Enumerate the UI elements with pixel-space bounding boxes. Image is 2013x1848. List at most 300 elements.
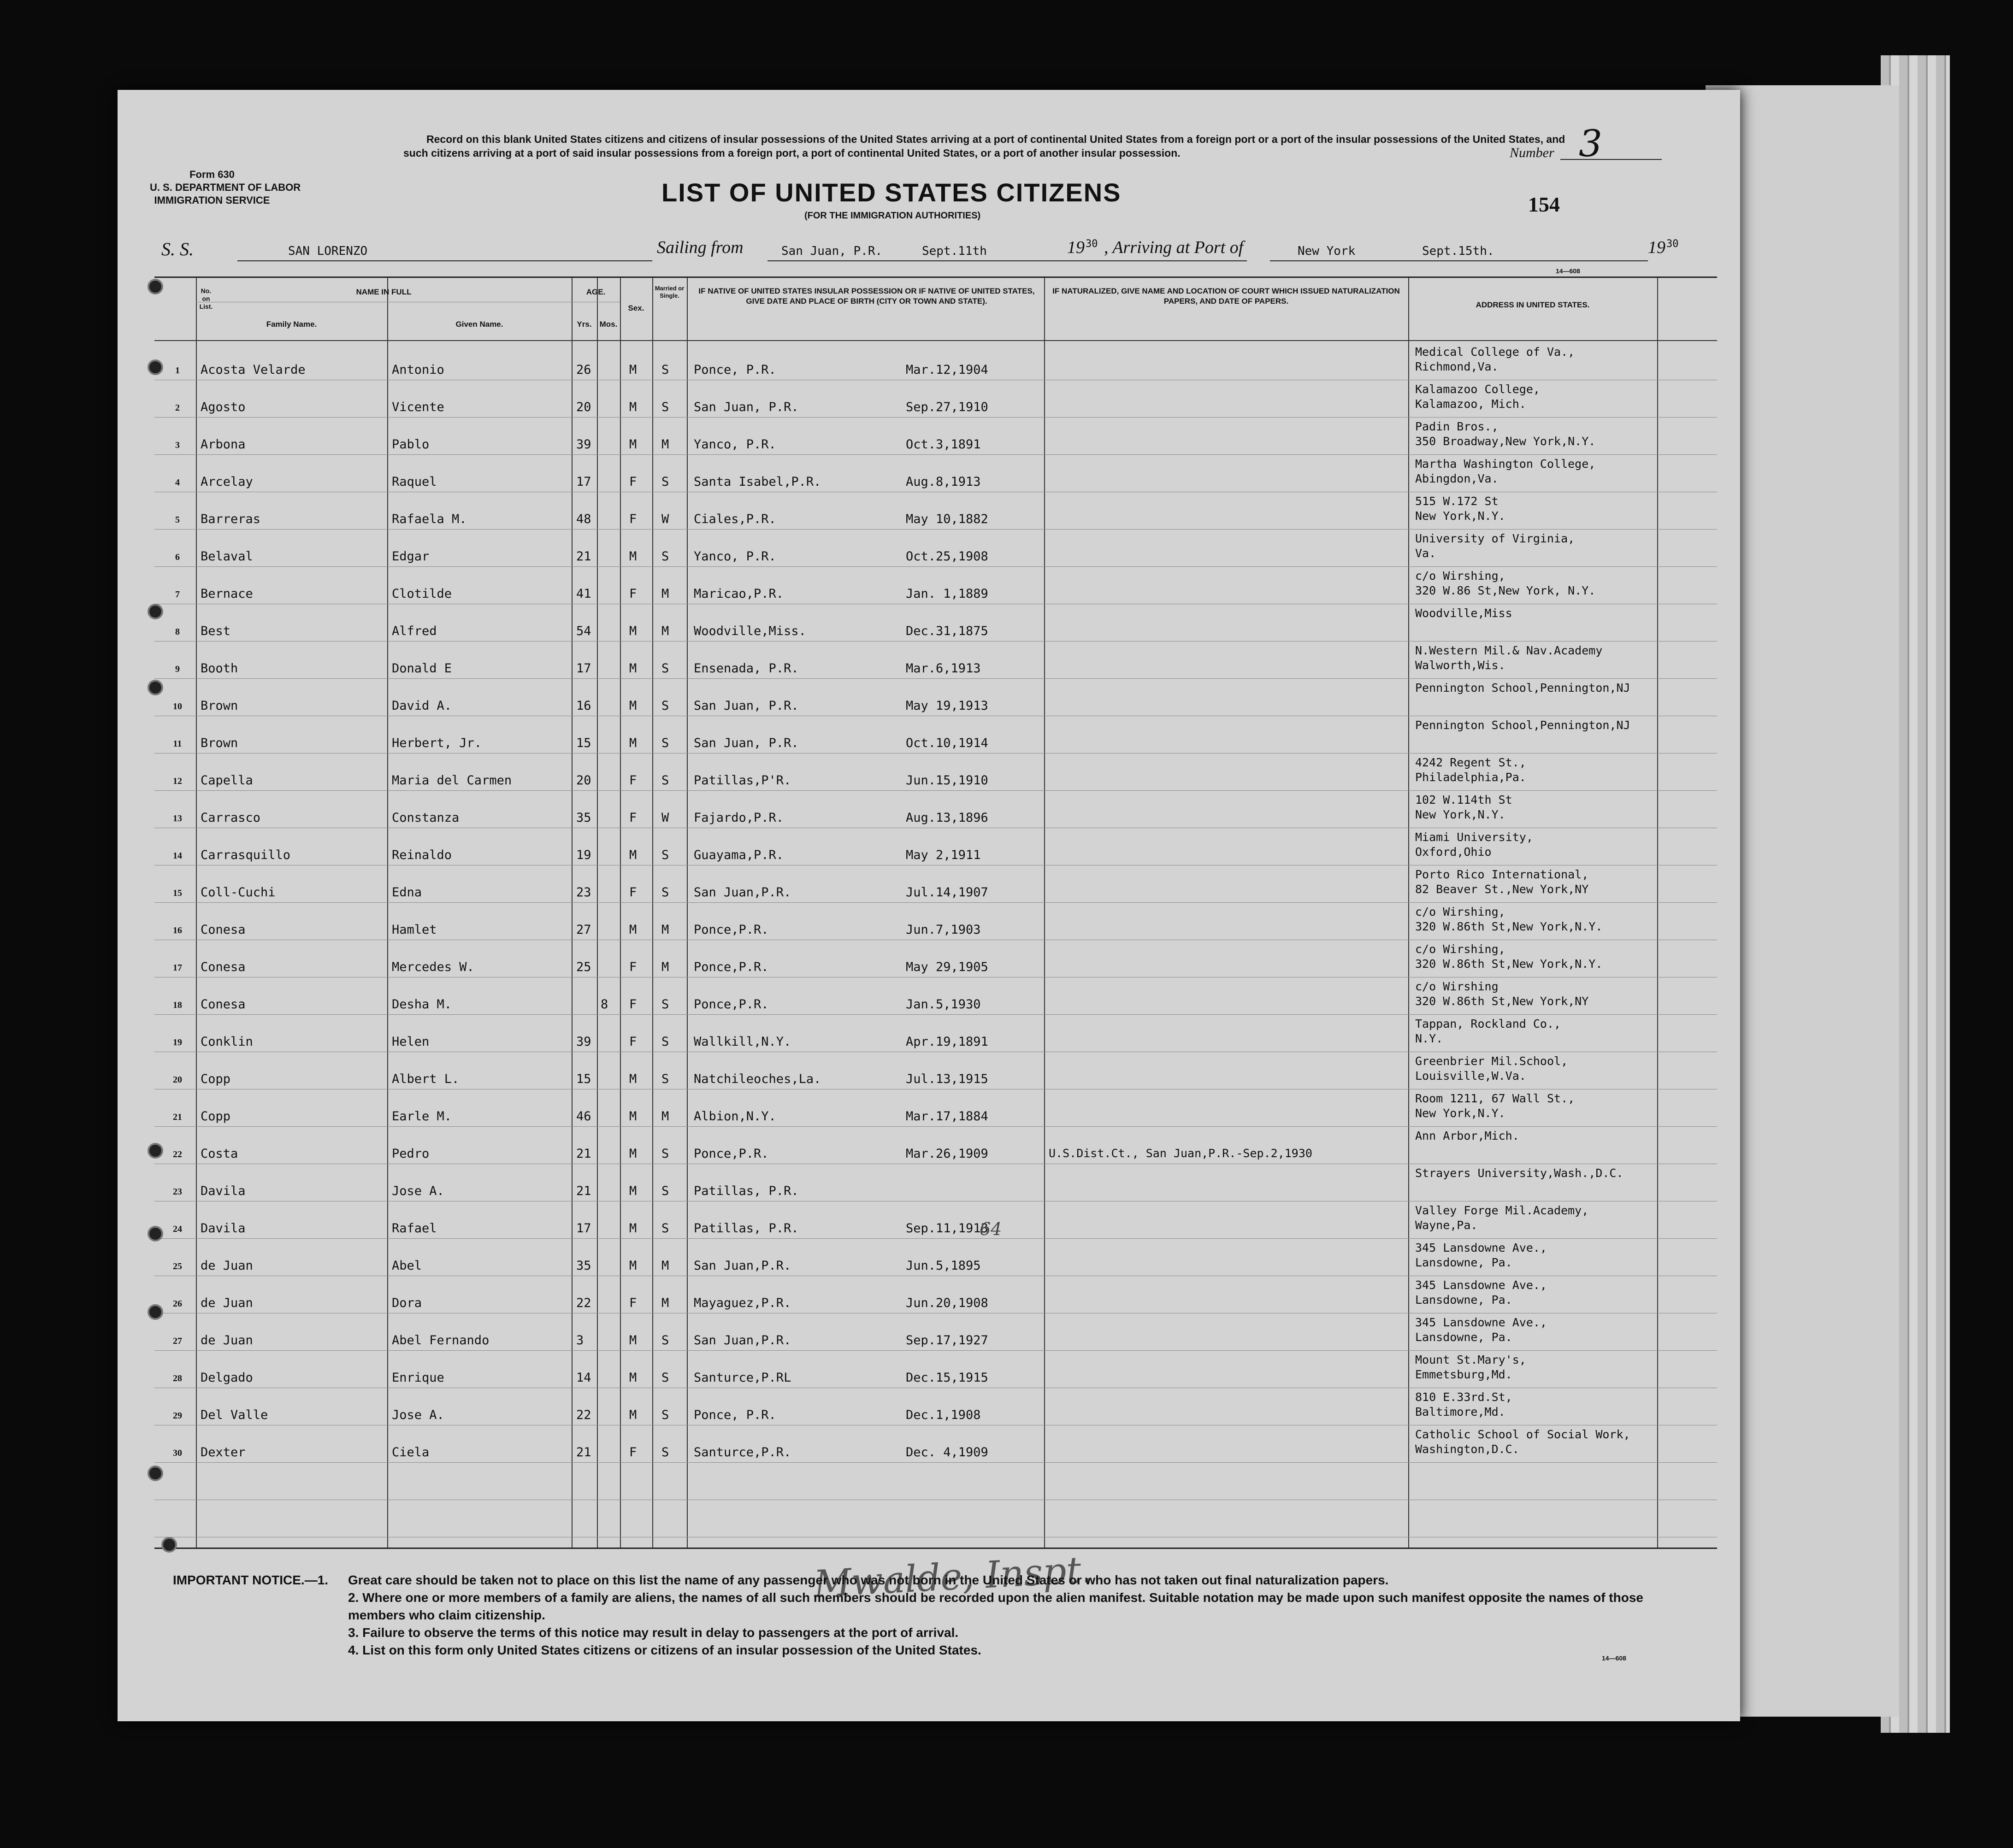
table-row: [154, 753, 1717, 790]
birth-date: Jan.5,1930: [906, 997, 981, 1012]
given-name: Reinaldo: [392, 848, 452, 862]
binder-hole: [148, 1304, 163, 1320]
header-married-single: Married or Single.: [655, 285, 685, 299]
naturalization: U.S.Dist.Ct., San Juan,P.R.-Sep.2,1930: [1049, 1147, 1312, 1160]
row-number: 13: [173, 813, 182, 824]
department-line: U. S. DEPARTMENT OF LABOR: [150, 182, 301, 193]
table-row: [154, 492, 1717, 529]
form-number: Form 630: [189, 169, 235, 180]
sex: M: [629, 1259, 637, 1273]
family-name: Carrasco: [201, 811, 261, 825]
marital-status: S: [661, 1221, 669, 1236]
birth-place: San Juan, P.R.: [694, 400, 799, 414]
sex: M: [629, 1147, 637, 1161]
marital-status: W: [661, 512, 669, 526]
table-row: [154, 1164, 1717, 1201]
table-row: [154, 454, 1717, 492]
birth-date: Jul.13,1915: [906, 1072, 988, 1086]
address-line-2: Washington,D.C.: [1415, 1442, 1519, 1456]
sex: F: [629, 885, 637, 900]
address-line-1: Porto Rico International,: [1415, 868, 1589, 881]
address-line-1: Kalamazoo College,: [1415, 383, 1540, 396]
binder-hole: [148, 604, 163, 619]
given-name: Helen: [392, 1035, 430, 1049]
given-name: Hamlet: [392, 923, 437, 937]
sex: M: [629, 549, 637, 564]
sex: F: [629, 1035, 637, 1049]
family-name: Conklin: [201, 1035, 253, 1049]
marital-status: M: [661, 624, 669, 638]
birth-place: Maricao,P.R.: [694, 587, 784, 601]
given-name: Vicente: [392, 400, 444, 414]
row-number: 11: [173, 739, 182, 749]
birth-place: Ponce, P.R.: [694, 1408, 776, 1422]
record-instructions: Record on this blank United States citizens and citizens of insular possessions of the United States arriving at a port of continental United States from a foreign port or a port of the insular possessions of the United States, and such citizens arriving at a port of said insular possessions from a foreign port, a port of continental United States, or a port of another insular possession.: [403, 133, 1565, 159]
page-subtitle: (FOR THE IMMIGRATION AUTHORITIES): [804, 211, 981, 221]
birth-date: Aug.8,1913: [906, 475, 981, 489]
age-years: 39: [576, 1035, 591, 1049]
row-number: 3: [175, 440, 180, 450]
margin-annotation: 64: [980, 1219, 1002, 1239]
address-line-1: Medical College of Va.,: [1415, 345, 1575, 359]
row-number: 23: [173, 1187, 182, 1197]
birth-date: Oct.10,1914: [906, 736, 988, 750]
birth-place: Guayama,P.R.: [694, 848, 784, 862]
list-number: 3: [1579, 122, 1602, 165]
given-name: Enrique: [392, 1371, 444, 1385]
table-row: [154, 1388, 1717, 1425]
header-mos: Mos.: [599, 320, 618, 329]
family-name: Conesa: [201, 997, 246, 1012]
age-years: 14: [576, 1371, 591, 1385]
sailing-date: Sept.11th: [922, 244, 987, 258]
marital-status: M: [661, 1296, 669, 1310]
page-number: 154: [1528, 193, 1560, 216]
address-line-1: Pennington School,Pennington,NJ: [1415, 681, 1630, 694]
table-row: [154, 865, 1717, 902]
age-years: 21: [576, 1147, 591, 1161]
marital-status: S: [661, 1035, 669, 1049]
marital-status: M: [661, 437, 669, 452]
table-row: [154, 604, 1717, 641]
binder-hole: [148, 279, 163, 294]
ship-name: SAN LORENZO: [288, 244, 368, 258]
age-years: 46: [576, 1109, 591, 1124]
address-line-1: Ann Arbor,Mich.: [1415, 1129, 1519, 1142]
birth-place: Wallkill,N.Y.: [694, 1035, 791, 1049]
sex: F: [629, 475, 637, 489]
sex: M: [629, 624, 637, 638]
age-years: 48: [576, 512, 591, 526]
address-line-1: Woodville,Miss: [1415, 606, 1512, 620]
binder-hole: [148, 1226, 163, 1242]
family-name: Copp: [201, 1072, 231, 1086]
sex: M: [629, 1109, 637, 1124]
table-row: [154, 1014, 1717, 1052]
birth-date: Sep.27,1910: [906, 400, 988, 414]
address-line-1: 4242 Regent St.,: [1415, 756, 1526, 769]
table-row: [154, 1313, 1717, 1350]
family-name: Acosta Velarde: [201, 363, 306, 377]
birth-place: Ponce,P.R.: [694, 1147, 769, 1161]
row-number: 30: [173, 1448, 182, 1458]
birth-date: Mar.12,1904: [906, 363, 988, 377]
age-years: 22: [576, 1408, 591, 1422]
table-row: [154, 1052, 1717, 1089]
sex: F: [629, 773, 637, 788]
address-line-2: Kalamazoo, Mich.: [1415, 397, 1526, 411]
header-family-name: Family Name.: [266, 320, 317, 329]
birth-place: Santurce,P.RL: [694, 1371, 791, 1385]
row-number: 20: [173, 1075, 182, 1085]
header-name-in-full: NAME IN FULL: [356, 288, 412, 296]
marital-status: M: [661, 1259, 669, 1273]
notice-item-1: Great care should be taken not to place on this list the name of any passenger who was not born in the United States or who has not taken out final naturalization papers.: [348, 1573, 1389, 1587]
given-name: Herbert, Jr.: [392, 736, 482, 750]
sex: F: [629, 587, 637, 601]
row-number: 21: [173, 1112, 182, 1122]
sailing-year-prefix: 19: [1067, 238, 1085, 257]
ship-underline: [237, 260, 652, 261]
marital-status: S: [661, 1408, 669, 1422]
table-row: [154, 380, 1717, 417]
service-line: IMMIGRATION SERVICE: [154, 194, 270, 206]
marital-status: M: [661, 923, 669, 937]
table-row: [154, 940, 1717, 977]
given-name: Jose A.: [392, 1184, 444, 1198]
header-age: AGE.: [586, 288, 606, 296]
age-years: 21: [576, 1445, 591, 1460]
birth-place: Patillas,P'R.: [694, 773, 791, 788]
birth-date: Sep.17,1927: [906, 1333, 988, 1348]
birth-place: San Juan,P.R.: [694, 1259, 791, 1273]
family-name: Del Valle: [201, 1408, 268, 1422]
address-line-2: 320 W.86 St,New York, N.Y.: [1415, 584, 1596, 597]
sex: M: [629, 661, 637, 676]
sex: F: [629, 960, 637, 974]
birth-place: Patillas, P.R.: [694, 1184, 799, 1198]
sex: M: [629, 1184, 637, 1198]
address-line-2: Oxford,Ohio: [1415, 845, 1492, 859]
address-line-1: 345 Lansdowne Ave.,: [1415, 1278, 1547, 1292]
binder-hole: [161, 1537, 177, 1553]
given-name: Mercedes W.: [392, 960, 474, 974]
passenger-table: [154, 277, 1717, 1549]
birth-date: May 10,1882: [906, 512, 988, 526]
row-number: 2: [175, 403, 180, 413]
notice-code: 14—608: [1602, 1654, 1626, 1662]
birth-place: San Juan, P.R.: [694, 699, 799, 713]
marital-status: S: [661, 1072, 669, 1086]
address-line-2: N.Y.: [1415, 1032, 1443, 1045]
family-name: Bernace: [201, 587, 253, 601]
age-years: 17: [576, 661, 591, 676]
address-line-1: Greenbrier Mil.School,: [1415, 1054, 1568, 1068]
address-line-2: Louisville,W.Va.: [1415, 1069, 1526, 1083]
marital-status: S: [661, 1147, 669, 1161]
marital-status: S: [661, 1371, 669, 1385]
address-line-2: New York,N.Y.: [1415, 1106, 1505, 1120]
given-name: Rafaela M.: [392, 512, 467, 526]
address-line-1: Tappan, Rockland Co.,: [1415, 1017, 1561, 1030]
given-name: Jose A.: [392, 1408, 444, 1422]
address-line-1: University of Virginia,: [1415, 532, 1575, 545]
birth-place: San Juan,P.R.: [694, 885, 791, 900]
family-name: Brown: [201, 699, 238, 713]
age-years: 54: [576, 624, 591, 638]
row-number: 5: [175, 515, 180, 525]
header-divider: [154, 340, 1717, 341]
address-line-2: Lansdowne, Pa.: [1415, 1330, 1512, 1344]
sailing-label: Sailing from: [657, 238, 744, 257]
birth-place: Ponce,P.R.: [694, 923, 769, 937]
birth-place: Yanco, P.R.: [694, 437, 776, 452]
arriving-year-prefix: 19: [1648, 238, 1665, 257]
age-years: 20: [576, 400, 591, 414]
binder-hole: [148, 1143, 163, 1159]
address-line-2: Richmond,Va.: [1415, 360, 1499, 373]
address-line-2: 320 W.86th St,New York,N.Y.: [1415, 957, 1603, 971]
address-line-2: New York,N.Y.: [1415, 509, 1505, 523]
row-number: 7: [175, 589, 180, 600]
marital-status: M: [661, 1109, 669, 1124]
given-name: Abel: [392, 1259, 422, 1273]
family-name: Copp: [201, 1109, 231, 1124]
age-years: 27: [576, 923, 591, 937]
address-line-1: Valley Forge Mil.Academy,: [1415, 1204, 1589, 1217]
age-years: 15: [576, 736, 591, 750]
address-line-2: 320 W.86th St,New York,NY: [1415, 995, 1589, 1008]
table-row: [154, 566, 1717, 604]
birth-date: Jul.14,1907: [906, 885, 988, 900]
table-row: [154, 977, 1717, 1014]
birth-date: Jun.20,1908: [906, 1296, 988, 1310]
row-number: 24: [173, 1224, 182, 1234]
row-number: 19: [173, 1037, 182, 1048]
table-row: [154, 641, 1717, 678]
marital-status: S: [661, 661, 669, 676]
sex: F: [629, 811, 637, 825]
arriving-port: New York: [1298, 244, 1356, 258]
birth-place: Santurce,P.R.: [694, 1445, 791, 1460]
age-years: 3: [576, 1333, 584, 1348]
address-line-2: Lansdowne, Pa.: [1415, 1256, 1512, 1269]
given-name: Donald E: [392, 661, 452, 676]
address-line-2: Baltimore,Md.: [1415, 1405, 1505, 1418]
sex: M: [629, 923, 637, 937]
inspector-signature: Mwalde, Inspt.: [812, 1548, 1094, 1606]
row-number: 22: [173, 1149, 182, 1159]
birth-date: Dec.31,1875: [906, 624, 988, 638]
birth-date: Jun.7,1903: [906, 923, 981, 937]
age-years: 19: [576, 848, 591, 862]
birth-place: Santa Isabel,P.R.: [694, 475, 821, 489]
header-address: ADDRESS IN UNITED STATES.: [1476, 300, 1590, 309]
row-number: 14: [173, 851, 182, 861]
sex: M: [629, 1408, 637, 1422]
birth-place: Fajardo,P.R.: [694, 811, 784, 825]
birth-place: San Juan, P.R.: [694, 736, 799, 750]
sex: M: [629, 1333, 637, 1348]
address-line-2: Walworth,Wis.: [1415, 659, 1505, 672]
marital-status: M: [661, 960, 669, 974]
marital-status: S: [661, 736, 669, 750]
address-line-2: Philadelphia,Pa.: [1415, 771, 1526, 784]
table-row: [154, 678, 1717, 716]
marital-status: S: [661, 1445, 669, 1460]
given-name: Edna: [392, 885, 422, 900]
address-line-1: c/o Wirshing,: [1415, 569, 1505, 583]
birth-place: Ponce,P.R.: [694, 997, 769, 1012]
notice-item-2: 2. Where one or more members of a family are aliens, the names of all such members should be recorded upon the alien manifest. Suitable notation may be made upon such manifest opposite the names of those members who claim citizenship.: [348, 1590, 1643, 1622]
sailing-port: San Juan, P.R.: [781, 244, 883, 258]
arriving-underline: [1270, 260, 1648, 261]
birth-place: Mayaguez,P.R.: [694, 1296, 791, 1310]
header-no: No. on List.: [199, 287, 213, 310]
birth-date: May 2,1911: [906, 848, 981, 862]
address-line-2: New York,N.Y.: [1415, 808, 1505, 821]
number-underline: [1560, 159, 1662, 160]
birth-date: Mar.17,1884: [906, 1109, 988, 1124]
binder-hole: [148, 1465, 163, 1481]
birth-place: Patillas, P.R.: [694, 1221, 799, 1236]
header-yrs: Yrs.: [577, 320, 592, 329]
address-line-1: c/o Wirshing,: [1415, 905, 1505, 918]
birth-place: Ponce,P.R.: [694, 960, 769, 974]
family-name: de Juan: [201, 1259, 253, 1273]
sex: M: [629, 1371, 637, 1385]
age-years: 22: [576, 1296, 591, 1310]
table-row: [154, 1276, 1717, 1313]
address-line-2: Wayne,Pa.: [1415, 1218, 1478, 1232]
marital-status: S: [661, 549, 669, 564]
table-row: [154, 417, 1717, 454]
row-number: 16: [173, 925, 182, 936]
age-years: 21: [576, 549, 591, 564]
address-line-1: Room 1211, 67 Wall St.,: [1415, 1092, 1575, 1105]
table-row: [154, 1089, 1717, 1126]
age-years: 21: [576, 1184, 591, 1198]
family-name: Costa: [201, 1147, 238, 1161]
family-name: Davila: [201, 1184, 246, 1198]
given-name: David A.: [392, 699, 452, 713]
row-number: 6: [175, 552, 180, 562]
header-given-name: Given Name.: [455, 320, 503, 329]
sex: M: [629, 1221, 637, 1236]
address-line-1: c/o Wirshing: [1415, 980, 1499, 993]
sex: F: [629, 512, 637, 526]
birth-place: Ciales,P.R.: [694, 512, 776, 526]
ss-label: S. S.: [161, 239, 194, 259]
table-row: [154, 529, 1717, 566]
arriving-year: 30: [1666, 238, 1679, 250]
marital-status: S: [661, 1333, 669, 1348]
birth-date: May 19,1913: [906, 699, 988, 713]
age-years: 17: [576, 1221, 591, 1236]
given-name: Raquel: [392, 475, 437, 489]
family-name: de Juan: [201, 1333, 253, 1348]
row-number: 17: [173, 963, 182, 973]
given-name: Albert L.: [392, 1072, 460, 1086]
marital-status: W: [661, 811, 669, 825]
birth-place: Woodville,Miss.: [694, 624, 806, 638]
birth-date: Dec.15,1915: [906, 1371, 988, 1385]
given-name: Ciela: [392, 1445, 430, 1460]
header-sex: Sex.: [628, 304, 644, 312]
header-naturalized: IF NATURALIZED, GIVE NAME AND LOCATION OF COURT WHICH ISSUED NATURALIZATION PAPERS, AND DATE OF PAPERS.: [1052, 287, 1400, 306]
age-years: 16: [576, 699, 591, 713]
address-line-1: Pennington School,Pennington,NJ: [1415, 718, 1630, 732]
family-name: Capella: [201, 773, 253, 788]
marital-status: S: [661, 773, 669, 788]
marital-status: S: [661, 997, 669, 1012]
given-name: Pablo: [392, 437, 430, 452]
table-row: [154, 790, 1717, 828]
address-line-1: 345 Lansdowne Ave.,: [1415, 1316, 1547, 1329]
row-number: 1: [175, 365, 180, 376]
address-line-1: N.Western Mil.& Nav.Academy: [1415, 644, 1603, 657]
marital-status: S: [661, 475, 669, 489]
birth-place: San Juan,P.R.: [694, 1333, 791, 1348]
birth-date: Oct.25,1908: [906, 549, 988, 564]
marital-status: S: [661, 885, 669, 900]
birth-date: Jun.15,1910: [906, 773, 988, 788]
birth-date: Dec. 4,1909: [906, 1445, 988, 1460]
table-row: [154, 902, 1717, 940]
birth-date: Dec.1,1908: [906, 1408, 981, 1422]
address-line-2: Abingdon,Va.: [1415, 472, 1499, 485]
address-line-2: Va.: [1415, 547, 1436, 560]
binder-hole: [148, 680, 163, 695]
age-years: 25: [576, 960, 591, 974]
birth-date: Aug.13,1896: [906, 811, 988, 825]
age-years: 35: [576, 1259, 591, 1273]
birth-date: Sep.11,1913: [906, 1221, 988, 1236]
given-name: Abel Fernando: [392, 1333, 490, 1348]
family-name: Carrasquillo: [201, 848, 291, 862]
row-number: 10: [173, 701, 182, 712]
given-name: Alfred: [392, 624, 437, 638]
address-line-2: Emmetsburg,Md.: [1415, 1368, 1512, 1381]
address-line-1: Miami University,: [1415, 830, 1533, 844]
marital-status: S: [661, 699, 669, 713]
family-name: Conesa: [201, 960, 246, 974]
given-name: Rafael: [392, 1221, 437, 1236]
family-name: Davila: [201, 1221, 246, 1236]
sex: F: [629, 1445, 637, 1460]
arriving-label: , Arriving at Port of: [1104, 238, 1244, 257]
age-months: 8: [601, 997, 608, 1012]
given-name: Earle M.: [392, 1109, 452, 1124]
address-line-2: 82 Beaver St.,New York,NY: [1415, 883, 1589, 896]
marital-status: S: [661, 400, 669, 414]
address-line-1: 102 W.114th St: [1415, 793, 1512, 806]
family-name: Arbona: [201, 437, 246, 452]
birth-date: Jan. 1,1889: [906, 587, 988, 601]
birth-date: May 29,1905: [906, 960, 988, 974]
birth-place: Ensenada, P.R.: [694, 661, 799, 676]
age-years: 41: [576, 587, 591, 601]
address-line-2: 320 W.86th St,New York,N.Y.: [1415, 920, 1603, 933]
address-line-1: Strayers University,Wash.,D.C.: [1415, 1166, 1623, 1180]
notice-item-3: 3. Failure to observe the terms of this notice may result in delay to passengers at the port of arrival.: [348, 1625, 959, 1640]
given-name: Dora: [392, 1296, 422, 1310]
birth-date: Jun.5,1895: [906, 1259, 981, 1273]
important-notice: [173, 1571, 1694, 1659]
form-code: 14—608: [1556, 267, 1580, 275]
family-name: Booth: [201, 661, 238, 676]
family-name: Conesa: [201, 923, 246, 937]
